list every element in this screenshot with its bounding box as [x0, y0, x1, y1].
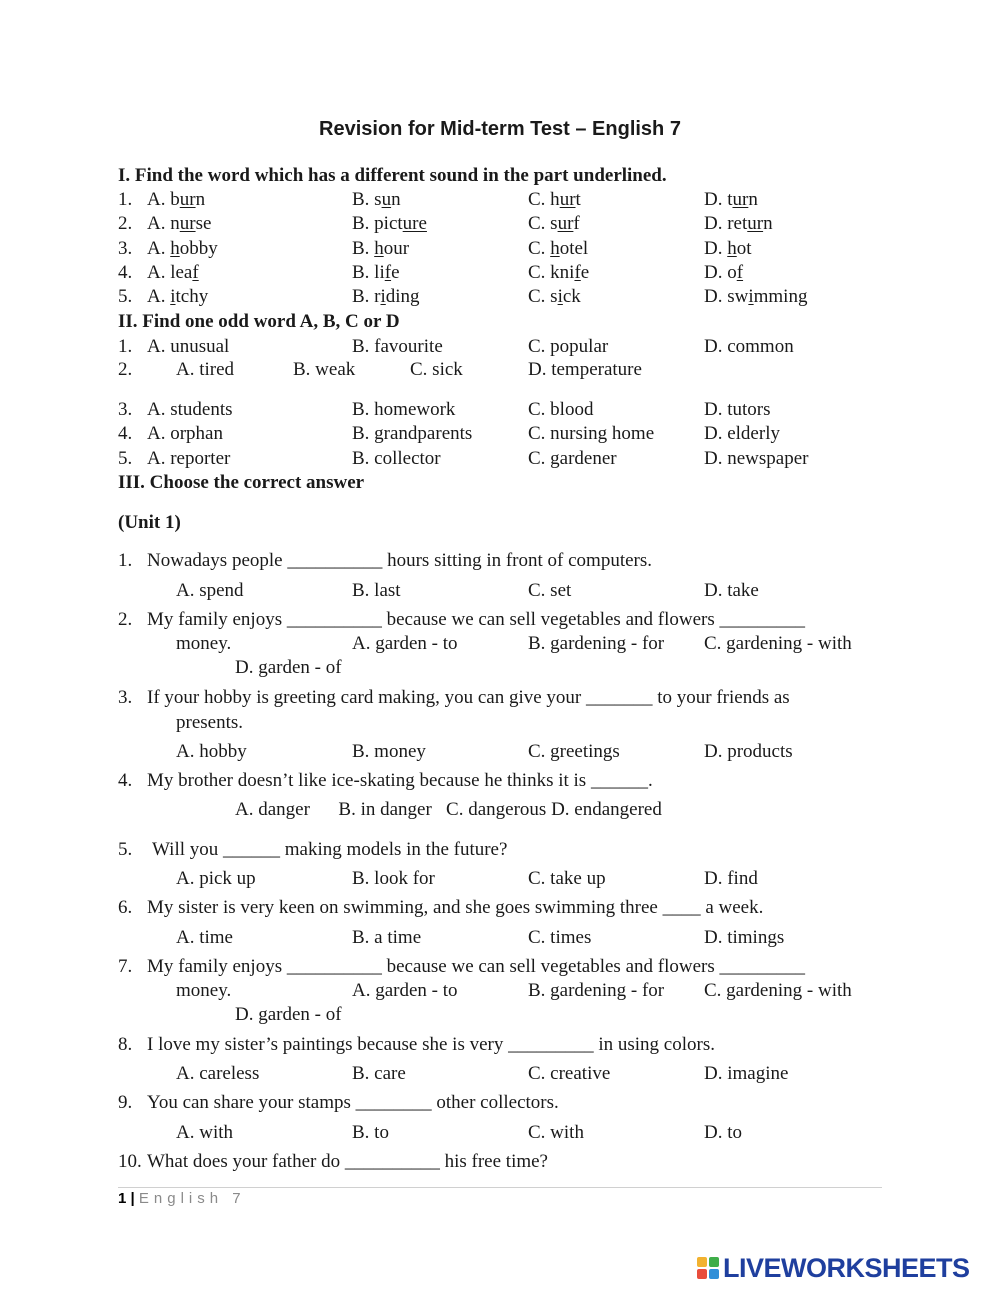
option-d: D. temperature [528, 359, 642, 380]
underlined-sound: u [381, 189, 392, 210]
option-d: D. find [704, 868, 758, 889]
underlined-sound: ur [747, 213, 764, 234]
brand-name[interactable]: LIVEWORKSHEETS [723, 1253, 970, 1283]
question-text: I love my sister’s paintings because she is very _________ in using colors. [147, 1034, 715, 1055]
option-c: C. with [528, 1122, 584, 1143]
section-2-heading: II. Find one odd word A, B, C or D [118, 311, 400, 332]
underlined-sound: ur [179, 189, 196, 210]
option-b: B. hour [352, 238, 410, 259]
option-a: A. students [147, 399, 233, 420]
underlined-sound: ur [557, 213, 574, 234]
option-c: C. surf [528, 213, 580, 234]
option-a: A. hobby [176, 741, 247, 762]
option-a: A. tired [176, 359, 235, 380]
q-number: 2. [118, 359, 133, 380]
option-c: C. greetings [528, 741, 620, 762]
option-b: B. weak [293, 359, 356, 380]
option-d: D. hot [704, 238, 752, 259]
option-d: D. to [704, 1122, 742, 1143]
question-text-cont: money. [176, 980, 232, 1001]
option-b: B. sun [352, 189, 401, 210]
option-a: A. unusual [147, 336, 230, 357]
option-c: C. blood [528, 399, 594, 420]
q-number: 1. [118, 336, 133, 357]
question-text: What does your father do __________ his free time? [147, 1151, 548, 1172]
option-a: A. garden - to [352, 980, 458, 1001]
option-c: C. set [528, 580, 572, 601]
footer-label: English 7 [138, 1190, 246, 1207]
underlined-sound: i [557, 286, 563, 307]
option-d: D. tutors [704, 399, 771, 420]
option-c: C. gardener [528, 448, 617, 469]
option-d: D. common [704, 336, 794, 357]
option-b: B. life [352, 262, 400, 283]
page-number: 1 | [118, 1190, 135, 1207]
option-b: B. gardening - for [528, 980, 665, 1001]
option-d: D. garden - of [235, 657, 342, 678]
option-d: D. return [704, 213, 773, 234]
option-b: B. gardening - for [528, 633, 665, 654]
underlined-sound: f [192, 262, 199, 283]
underlined-sound: i [170, 286, 176, 307]
option-d: D. newspaper [704, 448, 809, 469]
unit-label: (Unit 1) [118, 512, 181, 533]
option-a: A. hobby [147, 238, 218, 259]
option-c: C. sick [528, 286, 581, 307]
option-c: C. times [528, 927, 592, 948]
option-c: C. gardening - with [704, 980, 852, 1001]
underlined-sound: ur [179, 213, 196, 234]
underlined-sound: ur [732, 189, 749, 210]
q-number: 3. [118, 687, 133, 708]
question-text: Will you ______ making models in the future? [152, 839, 508, 860]
option-c: C. popular [528, 336, 609, 357]
option-a: A. burn [147, 189, 206, 210]
question-text: Nowadays people __________ hours sitting in front of computers. [147, 550, 653, 571]
option-b: B. money [352, 741, 426, 762]
question-text: You can share your stamps ________ other collectors. [147, 1092, 559, 1113]
option-c: C. sick [410, 359, 463, 380]
q-number: 2. [118, 213, 133, 234]
option-d: D. products [704, 741, 793, 762]
q-number: 1. [118, 189, 133, 210]
option-c: C. nursing home [528, 423, 655, 444]
page-footer [118, 1190, 246, 1207]
option-a: A. careless [176, 1063, 260, 1084]
underlined-sound: h [170, 238, 180, 259]
logo-mark-icon [697, 1257, 719, 1279]
underlined-sound: h [727, 238, 737, 259]
option-d: D. timings [704, 927, 785, 948]
q-number: 5. [118, 839, 133, 860]
q-number: 4. [118, 262, 133, 283]
option-b: B. to [352, 1122, 389, 1143]
q-number: 1. [118, 550, 133, 571]
option-d: D. take [704, 580, 759, 601]
question-text-cont: money. [176, 633, 232, 654]
option-d: D. swimming [704, 286, 808, 307]
q-number: 7. [118, 956, 133, 977]
option-b: B. collector [352, 448, 441, 469]
option-a: A. time [176, 927, 233, 948]
option-b: B. favourite [352, 336, 443, 357]
option-b: B. care [352, 1063, 406, 1084]
question-text: My sister is very keen on swimming, and she goes swimming three ____ a week. [147, 897, 764, 918]
option-a: A. nurse [147, 213, 212, 234]
option-a: A. spend [176, 580, 244, 601]
option-c: C. knife [528, 262, 590, 283]
q-number: 5. [118, 286, 133, 307]
option-d: D. elderly [704, 423, 780, 444]
option-b: B. riding [352, 286, 420, 307]
option-d: D. imagine [704, 1063, 789, 1084]
option-c: C. hotel [528, 238, 589, 259]
section-3-heading: III. Choose the correct answer [118, 472, 365, 493]
option-d: D. of [704, 262, 744, 283]
q-number: 5. [118, 448, 133, 469]
option-b: B. picture [352, 213, 427, 234]
option-d: D. garden - of [235, 1004, 342, 1025]
question-text: My brother doesn’t like ice-skating because he thinks it is ______. [147, 770, 653, 791]
option-a: A. leaf [147, 262, 199, 283]
underlined-sound: f [574, 262, 581, 283]
option-b: B. grandparents [352, 423, 473, 444]
underlined-sound: ure [402, 213, 427, 234]
q-number: 8. [118, 1034, 133, 1055]
q-number: 4. [118, 423, 133, 444]
option-c: C. creative [528, 1063, 611, 1084]
question-text-cont: presents. [176, 712, 244, 733]
q-number: 9. [118, 1092, 133, 1113]
option-b: B. look for [352, 868, 435, 889]
underlined-sound: h [550, 238, 560, 259]
option-a: A. itchy [147, 286, 209, 307]
section-1-heading: I. Find the word which has a different sound in the part underlined. [118, 165, 667, 186]
q-number: 6. [118, 897, 133, 918]
option-a: A. pick up [176, 868, 256, 889]
underlined-sound: i [748, 286, 754, 307]
option-a: A. orphan [147, 423, 223, 444]
footer-divider [118, 1187, 882, 1188]
option-b: B. last [352, 580, 401, 601]
underlined-sound: i [380, 286, 386, 307]
option-d: D. turn [704, 189, 758, 210]
option-b: B. a time [352, 927, 422, 948]
option-c: C. take up [528, 868, 606, 889]
option-a: A. garden - to [352, 633, 458, 654]
page-title: Revision for Mid-term Test – English 7 [319, 118, 681, 140]
question-text: My family enjoys __________ because we can sell vegetables and flowers _________ [147, 956, 805, 977]
q-number: 4. [118, 770, 133, 791]
q-number: 10. [118, 1151, 142, 1172]
underlined-sound: f [736, 262, 744, 283]
option-c: C. hurt [528, 189, 581, 210]
underlined-sound: h [374, 238, 384, 259]
option-c: C. gardening - with [704, 633, 852, 654]
option-b: B. homework [352, 399, 456, 420]
options-line: A. danger B. in danger C. dangerous D. endangered [235, 799, 662, 820]
underlined-sound: f [384, 262, 392, 283]
q-number: 2. [118, 609, 133, 630]
option-a: A. with [176, 1122, 233, 1143]
question-text: If your hobby is greeting card making, you can give your _______ to your friends as [147, 687, 790, 708]
q-number: 3. [118, 399, 133, 420]
underlined-sound: ur [559, 189, 576, 210]
question-text: My family enjoys __________ because we can sell vegetables and flowers _________ [147, 609, 805, 630]
q-number: 3. [118, 238, 133, 259]
option-a: A. reporter [147, 448, 231, 469]
